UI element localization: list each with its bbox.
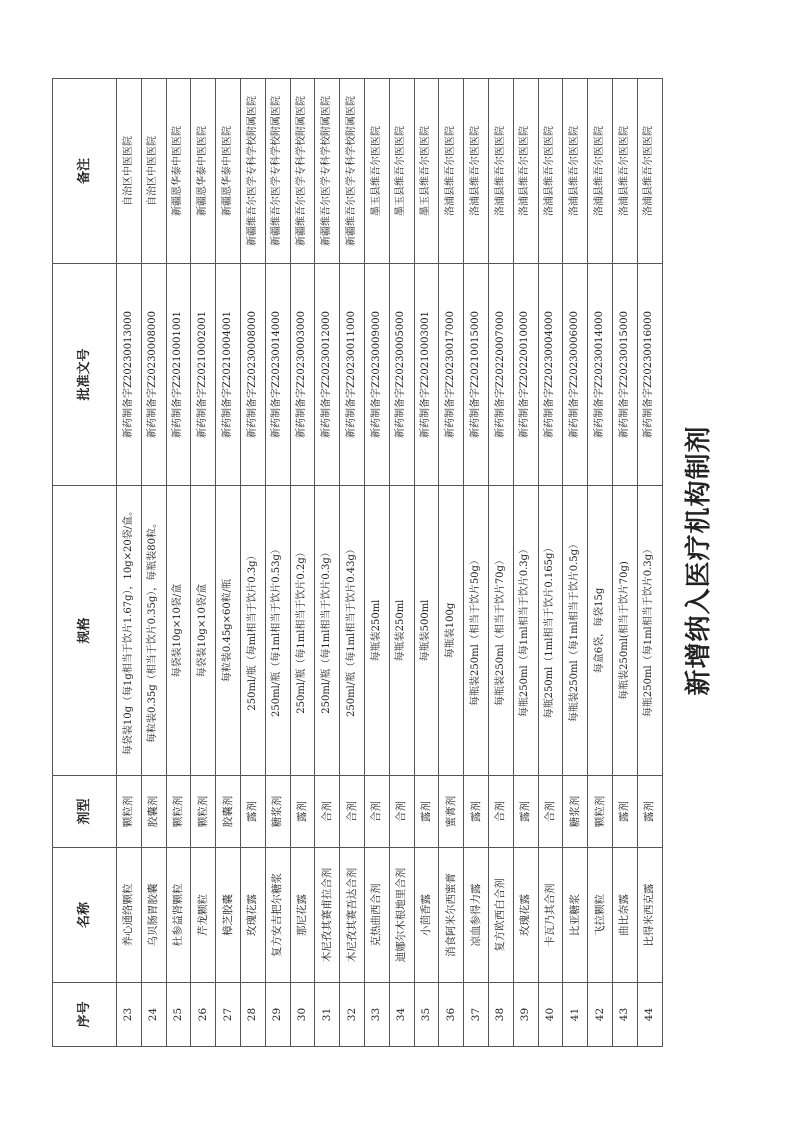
cell-remark: 自治区中医医院 (117, 79, 142, 264)
cell-dosage-form: 合剂 (364, 776, 389, 848)
table-row (612, 79, 637, 1047)
cell-approval-no: 新药制备字Z20230016000 (637, 264, 662, 486)
cell-spec: 每粒装0.45g×60粒/瓶 (216, 486, 241, 776)
cell-seq: 29 (265, 983, 290, 1047)
cell-dosage-form: 露剂 (612, 776, 637, 848)
cell-spec: 每袋装10g×10袋/盒 (166, 486, 191, 776)
cell-remark: 洛浦县维吾尔医医院 (513, 79, 538, 264)
cell-name: 复方安吉把尔糖浆 (265, 848, 290, 983)
preparation-table (52, 78, 663, 1047)
cell-spec: 每瓶装250ml(相当于饮片70g) (612, 486, 637, 776)
cell-dosage-form: 胶囊剂 (141, 776, 166, 848)
header-spec: 规格 (53, 486, 117, 776)
cell-remark: 洛浦县维吾尔医医院 (612, 79, 637, 264)
cell-name: 小茴香露 (414, 848, 439, 983)
cell-remark: 洛浦县维吾尔医医院 (538, 79, 563, 264)
cell-dosage-form: 合剂 (389, 776, 414, 848)
cell-spec: 每瓶装250ml (364, 486, 389, 776)
cell-seq: 42 (588, 983, 613, 1047)
header-remark: 备注 (53, 79, 117, 264)
cell-seq: 35 (414, 983, 439, 1047)
cell-remark: 墨玉县维吾尔医医院 (414, 79, 439, 264)
cell-name: 比亚糖浆 (563, 848, 588, 983)
cell-seq: 24 (141, 983, 166, 1047)
cell-seq: 30 (290, 983, 315, 1047)
cell-seq: 44 (637, 983, 662, 1047)
cell-remark: 新疆恩华泰中医医院 (191, 79, 216, 264)
cell-approval-no: 新药制备字Z20230012000 (315, 264, 340, 486)
cell-seq: 23 (117, 983, 142, 1047)
cell-seq: 37 (464, 983, 489, 1047)
table-row (191, 79, 216, 1047)
table-header (53, 79, 117, 1047)
cell-dosage-form: 合剂 (315, 776, 340, 848)
cell-name: 养心通络颗粒 (117, 848, 142, 983)
cell-dosage-form: 露剂 (513, 776, 538, 848)
cell-remark: 墨玉县维吾尔医医院 (364, 79, 389, 264)
cell-approval-no: 新药制备字Z20230015000 (612, 264, 637, 486)
table-row (637, 79, 662, 1047)
page-title: 新增纳入医疗机构制剂 (684, 425, 714, 696)
table-row (513, 79, 538, 1047)
cell-dosage-form: 露剂 (290, 776, 315, 848)
cell-spec: 每瓶250ml（每1ml相当于饮片0.3g） (513, 486, 538, 776)
cell-dosage-form: 露剂 (464, 776, 489, 848)
cell-name: 乌贝肠胃胶囊 (141, 848, 166, 983)
cell-spec: 250ml/瓶（每1ml相当于饮片0.53g） (265, 486, 290, 776)
table-row (389, 79, 414, 1047)
cell-dosage-form: 露剂 (414, 776, 439, 848)
cell-remark: 洛浦县维吾尔医医院 (563, 79, 588, 264)
table-body (117, 79, 663, 1047)
cell-approval-no: 新药制备字Z20230017000 (439, 264, 464, 486)
cell-approval-no: 新药制备字Z20210002001 (191, 264, 216, 486)
cell-seq: 38 (488, 983, 513, 1047)
cell-approval-no: 新药制备字Z20230003000 (290, 264, 315, 486)
table-row (563, 79, 588, 1047)
cell-remark: 新疆维吾尔医学专科学校附属医院 (315, 79, 340, 264)
cell-spec: 每粒装0.35g（相当于饮片0.35g），每瓶装80粒。 (141, 486, 166, 776)
cell-approval-no: 新药制备字Z20230013000 (117, 264, 142, 486)
cell-seq: 41 (563, 983, 588, 1047)
cell-seq: 26 (191, 983, 216, 1047)
cell-approval-no: 新药制备字Z20230009000 (364, 264, 389, 486)
cell-name: 樟芝胶囊 (216, 848, 241, 983)
cell-name: 木尼孜其赛甫拉合剂 (315, 848, 340, 983)
cell-dosage-form: 颗粒剂 (166, 776, 191, 848)
cell-seq: 40 (538, 983, 563, 1047)
cell-approval-no: 新药制备字Z20210004001 (216, 264, 241, 486)
cell-dosage-form: 糖浆剂 (265, 776, 290, 848)
table-row (464, 79, 489, 1047)
cell-remark: 新疆维吾尔医学专科学校附属医院 (240, 79, 265, 264)
cell-remark: 洛浦县维吾尔医医院 (588, 79, 613, 264)
header-row (53, 79, 117, 1047)
cell-approval-no: 新药制备字Z20220010000 (513, 264, 538, 486)
cell-remark: 洛浦县维吾尔医医院 (488, 79, 513, 264)
cell-name: 那尼花露 (290, 848, 315, 983)
cell-approval-no: 新药制备字Z20230006000 (563, 264, 588, 486)
cell-name: 克热曲西合剂 (364, 848, 389, 983)
cell-spec: 每瓶装100g (439, 486, 464, 776)
cell-name: 杜参益肾颗粒 (166, 848, 191, 983)
cell-remark: 新疆恩华泰中医医院 (216, 79, 241, 264)
table-row (538, 79, 563, 1047)
cell-approval-no: 新药制备字Z20230004000 (538, 264, 563, 486)
cell-name: 曲比奈露 (612, 848, 637, 983)
cell-seq: 32 (340, 983, 365, 1047)
header-dosage-form: 剂型 (53, 776, 117, 848)
cell-approval-no: 新药制备字Z20230011000 (340, 264, 365, 486)
table-row (141, 79, 166, 1047)
table-row (265, 79, 290, 1047)
cell-spec: 每瓶250ml（每1ml相当于饮片0.3g） (637, 486, 662, 776)
cell-name: 卡瓦乃其合剂 (538, 848, 563, 983)
cell-spec: 每瓶装250ml (389, 486, 414, 776)
cell-approval-no: 新药制备字Z20210001001 (166, 264, 191, 486)
table-row (439, 79, 464, 1047)
table-row (290, 79, 315, 1047)
cell-spec: 每瓶250ml（1ml相当于饮片0.165g） (538, 486, 563, 776)
cell-spec: 每瓶装250ml（相当于饮片70g） (488, 486, 513, 776)
cell-dosage-form: 合剂 (538, 776, 563, 848)
cell-remark: 新疆维吾尔医学专科学校附属医院 (340, 79, 365, 264)
cell-dosage-form: 露剂 (240, 776, 265, 848)
table-row (488, 79, 513, 1047)
cell-remark: 墨玉县维吾尔医医院 (389, 79, 414, 264)
cell-name: 复方欧西白合剂 (488, 848, 513, 983)
cell-name: 玫瑰花露 (240, 848, 265, 983)
cell-spec: 250ml/瓶（每1ml相当于饮片0.43g） (340, 486, 365, 776)
cell-approval-no: 新药制备字Z20220007000 (488, 264, 513, 486)
cell-remark: 新疆恩华泰中医医院 (166, 79, 191, 264)
cell-dosage-form: 蜜膏剂 (439, 776, 464, 848)
cell-seq: 43 (612, 983, 637, 1047)
table-row (588, 79, 613, 1047)
table-row (166, 79, 191, 1047)
cell-seq: 34 (389, 983, 414, 1047)
cell-seq: 31 (315, 983, 340, 1047)
header-name: 名称 (53, 848, 117, 983)
cell-remark: 洛浦县维吾尔医医院 (464, 79, 489, 264)
cell-name: 迪娜尔木根地里合剂 (389, 848, 414, 983)
table-row (216, 79, 241, 1047)
cell-dosage-form: 颗粒剂 (191, 776, 216, 848)
cell-name: 凉血参得力露 (464, 848, 489, 983)
header-seq: 序号 (53, 983, 117, 1047)
cell-dosage-form: 合剂 (340, 776, 365, 848)
cell-approval-no: 新药制备字Z20210015000 (464, 264, 489, 486)
table-row (240, 79, 265, 1047)
cell-spec: 每袋装10g×10袋/盒 (191, 486, 216, 776)
cell-spec: 每盒6袋，每袋15g (588, 486, 613, 776)
cell-remark: 新疆维吾尔医学专科学校附属医院 (290, 79, 315, 264)
cell-name: 芹龙颗粒 (191, 848, 216, 983)
cell-dosage-form: 露剂 (637, 776, 662, 848)
table-row (364, 79, 389, 1047)
cell-dosage-form: 颗粒剂 (588, 776, 613, 848)
cell-seq: 39 (513, 983, 538, 1047)
cell-name: 玫瑰花露 (513, 848, 538, 983)
table-row (414, 79, 439, 1047)
cell-seq: 25 (166, 983, 191, 1047)
cell-remark: 新疆维吾尔医学专科学校附属医院 (265, 79, 290, 264)
header-approval-no: 批准文号 (53, 264, 117, 486)
cell-name: 比得米西克露 (637, 848, 662, 983)
cell-spec: 每袋装10g（每1g相当于饮片1.67g），10g×20袋/盒。 (117, 486, 142, 776)
cell-approval-no: 新药制备字Z20230008000 (240, 264, 265, 486)
cell-dosage-form: 胶囊剂 (216, 776, 241, 848)
cell-name: 木尼孜其赛吾达合剂 (340, 848, 365, 983)
cell-seq: 27 (216, 983, 241, 1047)
cell-name: 飞拉颗粒 (588, 848, 613, 983)
cell-spec: 每瓶装250ml（每1ml相当于饮片0.5g） (563, 486, 588, 776)
cell-approval-no: 新药制备字Z20230005000 (389, 264, 414, 486)
cell-approval-no: 新药制备字Z20230014000 (265, 264, 290, 486)
cell-spec: 每瓶装500ml (414, 486, 439, 776)
cell-remark: 自治区中医医院 (141, 79, 166, 264)
cell-name: 消食阿米尔西蜜膏 (439, 848, 464, 983)
cell-spec: 250ml/瓶（每1ml相当于饮片0.2g） (290, 486, 315, 776)
table-row (315, 79, 340, 1047)
table-row (340, 79, 365, 1047)
cell-approval-no: 新药制备字Z20230014000 (588, 264, 613, 486)
cell-dosage-form: 糖浆剂 (563, 776, 588, 848)
cell-spec: 250ml/瓶（每ml相当于饮片0.3g） (240, 486, 265, 776)
cell-remark: 洛浦县维吾尔医医院 (439, 79, 464, 264)
cell-approval-no: 新药制备字Z20210003001 (414, 264, 439, 486)
cell-remark: 洛浦县维吾尔医医院 (637, 79, 662, 264)
cell-dosage-form: 颗粒剂 (117, 776, 142, 848)
table-row (117, 79, 142, 1047)
cell-dosage-form: 合剂 (488, 776, 513, 848)
cell-spec: 250ml/瓶（每1ml相当于饮片0.3g） (315, 486, 340, 776)
cell-seq: 28 (240, 983, 265, 1047)
cell-seq: 36 (439, 983, 464, 1047)
cell-spec: 每瓶装250ml（相当于饮片50g） (464, 486, 489, 776)
cell-seq: 33 (364, 983, 389, 1047)
cell-approval-no: 新药制备字Z20230008000 (141, 264, 166, 486)
